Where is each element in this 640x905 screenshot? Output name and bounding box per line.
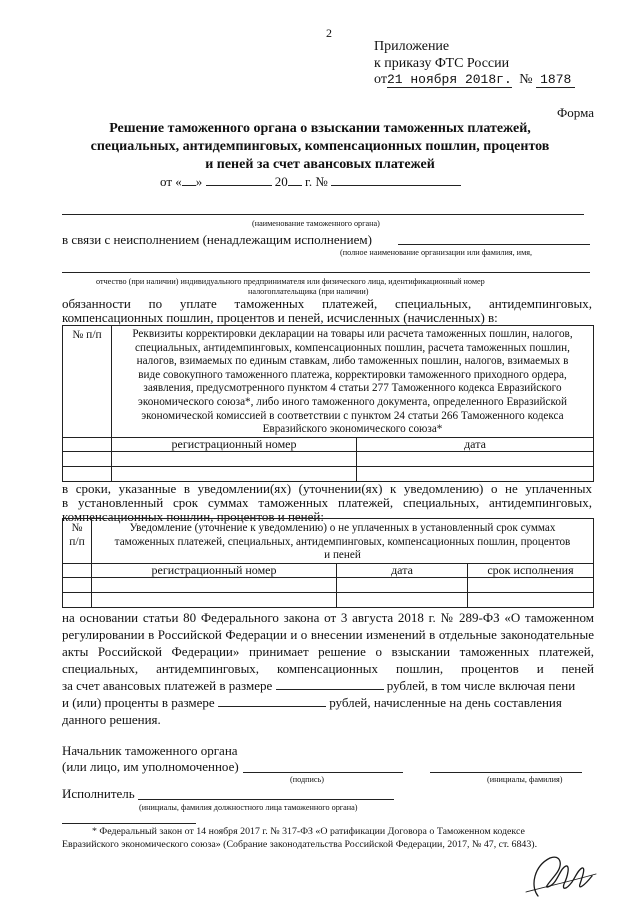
customs-authority-caption: (наименование таможенного органа) (252, 219, 380, 228)
document-title-line3: и пеней за счет авансовых платежей (205, 157, 435, 172)
date-year: 20 (274, 174, 288, 189)
declaration-corrections-table (62, 325, 594, 482)
order-date-line (374, 72, 575, 88)
order-number-filled: 1878 (536, 72, 575, 88)
table1-header-line: заявления, предусмотренного пунктом 4 статьи 277 Таможенного кодекса Евразийского (143, 382, 562, 395)
in-connection-text: в связи с неисполнением (ненадлежащим исполнением) (62, 232, 372, 247)
appendix-label: Приложение (374, 39, 450, 54)
table2-header-line: таможенных платежей, специальных, антидемпинговых, компенсационных пошлин, процентов (114, 535, 571, 548)
table1-header-line: экономической комиссией в соответствии с пунктом 24 статьи 266 Таможенного кодекса (141, 409, 564, 422)
table-row (63, 578, 594, 593)
table2-col-term: срок исполнения (468, 563, 594, 578)
table2-header (92, 519, 594, 564)
basis-line5-a: за счет авансовых платежей в размере (62, 678, 273, 693)
table2-col-reg-number: регистрационный номер (92, 563, 337, 578)
order-date-filled: 21 ноября 2018г. (386, 72, 512, 87)
basis-line6-a: и (или) проценты в размере (62, 695, 215, 710)
head-title-line2: (или лицо, им уполномоченное) (62, 759, 239, 774)
basis-line5 (62, 678, 575, 694)
payer-caption-2: отчество (при наличии) индивидуального предпринимателя или физического лица, идентификационный номер (96, 277, 485, 286)
table1-header-line: специальных, антидемпинговых, компенсационных пошлин, расчета таможенных пошлин, (135, 341, 570, 354)
table2-header-line: и пеней (324, 549, 361, 562)
document-title-line1: Решение таможенного органа о взыскании таможенных платежей, (109, 121, 531, 136)
table1-header (112, 326, 594, 438)
table1-col-reg-number: регистрационный номер (112, 437, 357, 452)
order-reference: к приказу ФТС России (374, 56, 510, 71)
order-date-prefix: от (374, 72, 387, 87)
executor-label: Исполнитель (62, 786, 135, 801)
table1-num-header: № п/п (63, 326, 112, 438)
within-terms-line3: компенсационных пошлин, процентов и пеней: (62, 509, 324, 524)
obligations-line1: обязанности по уплате таможенных платежей, специальных, антидемпинговых, (62, 296, 592, 311)
basis-line3: акты Российской Федерации» принимает решение о взыскании таможенных платежей, (62, 644, 594, 659)
date-from: от « (160, 174, 182, 189)
table2-num-header (63, 519, 92, 564)
basis-line5-b: рублей, в том числе включая пени (386, 678, 576, 693)
page-number: 2 (326, 26, 332, 40)
initials-caption: (инициалы, фамилия) (487, 775, 563, 784)
table1-header-line: виде совокупного таможенного платежа, корректировки таможенного приходного ордера, (138, 368, 567, 381)
footnote-line2: Евразийского экономического союза» (Собрание законодательства Российской Федерации, 2017, № 47, ст. 6843). (62, 839, 538, 850)
table2-header-line: Уведомление (уточнение к уведомлению) о не уплаченных в установленный срок суммах (129, 522, 556, 534)
basis-line1: на основании статьи 80 Федерального закона от 3 августа 2018 г. № 289-ФЗ «О таможенном (62, 610, 594, 625)
order-number-prefix: № (519, 72, 533, 87)
table2-col-date: дата (337, 563, 468, 578)
table1-header-line: налогов, взимаемых по единым ставкам, либо таможенных пошлин, налогов, взимаемых в (136, 355, 569, 368)
table1-header-line: Евразийского экономического союза* (262, 423, 443, 436)
table-row (63, 452, 594, 467)
basis-line4: специальных, антидемпинговых, компенсационных пошлин, процентов и пеней (62, 661, 594, 676)
basis-line2: регулировании в Российской Федерации и о внесении изменений в отдельные законодательные (62, 627, 594, 642)
decision-date-line (160, 174, 461, 190)
basis-line6-b: рублей, начисленные на день составления (329, 695, 562, 710)
form-label: Форма (557, 105, 594, 120)
date-number-label: г. № (305, 174, 328, 189)
obligations-line2: компенсационных пошлин, процентов и пеней, исчисленных (начисленных) в: (62, 310, 498, 325)
payer-caption-1: (полное наименование организации или фамилия, имя, (340, 248, 533, 257)
table-row (63, 467, 594, 482)
document-title-line2: специальных, антидемпинговых, компенсационных пошлин, процентов (90, 139, 550, 154)
executor-caption: (инициалы, фамилия должностного лица таможенного органа) (139, 803, 358, 812)
table1-col-date: дата (357, 437, 594, 452)
table2-num-header-2: п/п (69, 536, 85, 548)
notifications-table (62, 518, 594, 608)
table1-header-line: экономического союза*, либо иного таможенного документа, определенного Евразийской (138, 395, 567, 408)
within-terms-line2: в установленный срок суммах таможенных платежей, специальных, антидемпинговых, (62, 495, 592, 510)
within-terms-line1: в сроки, указанные в уведомлении(ях) (уточнении(ях) к уведомлению) о не уплаченных (62, 481, 592, 496)
signature-caption: (подпись) (290, 775, 324, 784)
payer-caption-3: налогоплательщика (при наличии) (248, 287, 369, 296)
handwritten-signature-icon (520, 846, 600, 904)
table1-header-line: Реквизиты корректировки декларации на товары или расчета таможенных пошлин, налогов, (132, 328, 573, 340)
table2-num-header-1: № (71, 522, 83, 534)
table-row (63, 593, 594, 608)
basis-line7: данного решения. (62, 712, 161, 727)
head-title-line1: Начальник таможенного органа (62, 743, 238, 758)
date-close: » (195, 174, 203, 189)
footnote-line1: * Федеральный закон от 14 ноября 2017 г. № 317-ФЗ «О ратификации Договора о Таможенном кодексе (92, 826, 525, 837)
basis-line6 (62, 695, 562, 711)
